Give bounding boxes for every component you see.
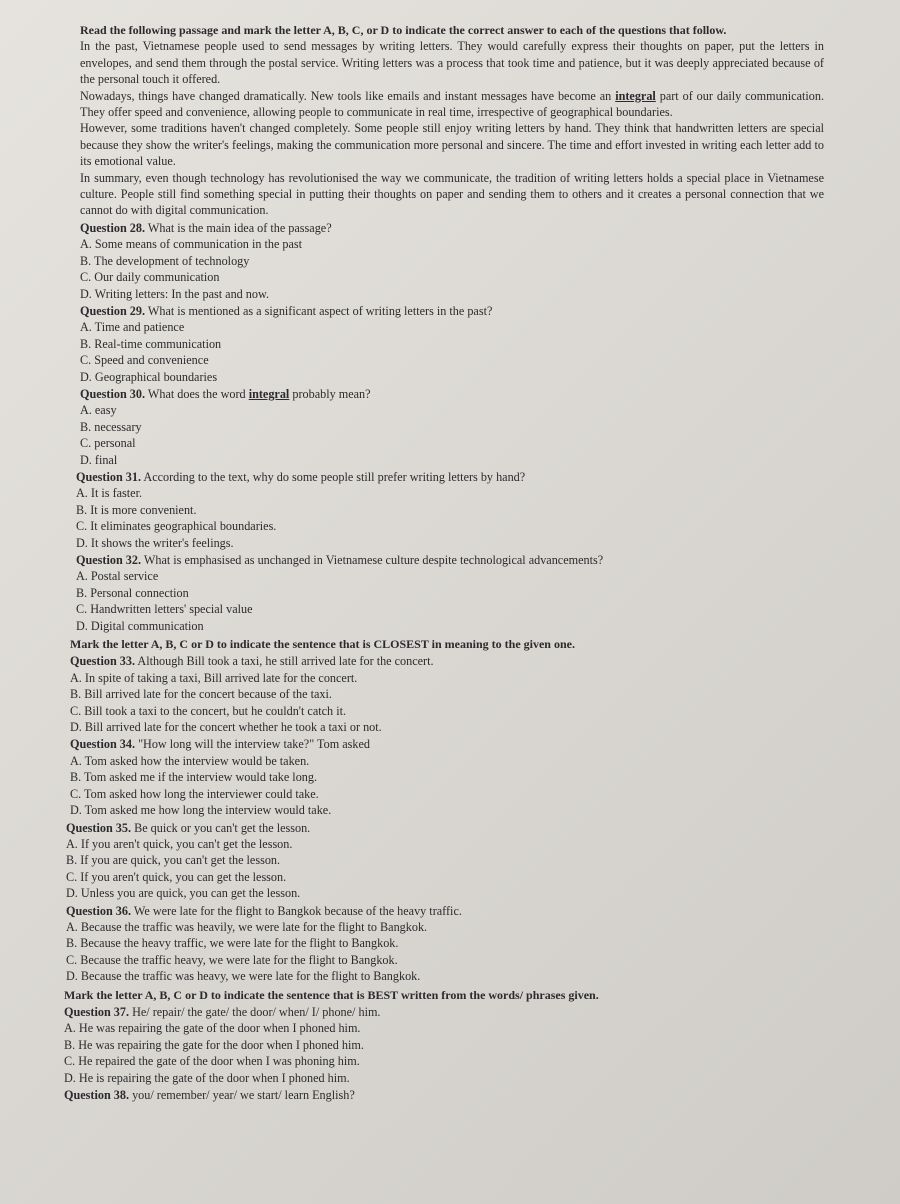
option-c[interactable]: C. Because the traffic heavy, we were late for the flight to Bangkok. xyxy=(66,952,398,967)
option-d[interactable]: D. Unless you are quick, you can get the lesson. xyxy=(66,886,301,901)
question-36 xyxy=(64,903,824,985)
option-a[interactable]: A. Because the traffic was heavily, we were late for the flight to Bangkok. xyxy=(66,919,428,934)
question-text-after: probably mean? xyxy=(289,386,371,401)
question-stem xyxy=(76,552,824,568)
question-number: Question 37. xyxy=(64,1004,130,1019)
option-c[interactable]: C. Handwritten letters' special value xyxy=(76,602,253,617)
question-34 xyxy=(64,736,824,818)
question-stem xyxy=(76,469,824,485)
question-text: Be quick or you can't get the lesson. xyxy=(131,820,311,835)
question-number: Question 28. xyxy=(80,220,146,235)
question-text: "How long will the interview take?" Tom asked xyxy=(135,737,370,752)
question-stem xyxy=(70,736,824,752)
option-c[interactable]: C. personal xyxy=(80,436,136,451)
option-c[interactable]: C. It eliminates geographical boundaries. xyxy=(76,519,277,534)
option-b[interactable]: B. Real-time communication xyxy=(80,336,222,351)
question-text: you/ remember/ year/ we start/ learn English? xyxy=(129,1088,355,1102)
option-a[interactable]: A. Postal service xyxy=(76,569,159,584)
passage-integral-word: integral xyxy=(615,88,656,103)
question-33 xyxy=(64,653,824,735)
option-b[interactable]: B. Because the heavy traffic, we were late for the flight to Bangkok. xyxy=(66,936,399,951)
option-a[interactable]: A. It is faster. xyxy=(76,486,143,501)
question-30 xyxy=(64,386,824,468)
option-c[interactable]: C. If you aren't quick, you can get the lesson. xyxy=(66,869,287,884)
question-text: According to the text, why do some people still prefer writing letters by hand? xyxy=(141,469,526,484)
question-number: Question 35. xyxy=(66,820,132,835)
question-28 xyxy=(64,220,824,302)
question-32 xyxy=(64,552,824,634)
question-stem xyxy=(64,1004,824,1020)
option-d[interactable]: D. It shows the writer's feelings. xyxy=(76,535,234,550)
option-a[interactable]: A. Some means of communication in the past xyxy=(80,237,303,252)
question-29 xyxy=(64,303,824,385)
option-d[interactable]: D. final xyxy=(80,452,118,467)
exam-content xyxy=(64,20,824,1103)
question-stem xyxy=(66,903,824,919)
option-b[interactable]: B. It is more convenient. xyxy=(76,502,197,517)
question-38 xyxy=(64,1087,824,1103)
option-b[interactable]: B. Personal connection xyxy=(76,585,189,600)
question-number: Question 34. xyxy=(70,737,136,752)
question-number: Question 38. xyxy=(64,1088,130,1102)
option-b[interactable]: B. The development of technology xyxy=(80,253,250,268)
question-text-before: What does the word xyxy=(145,386,249,401)
passage-paragraph-2 xyxy=(80,88,824,121)
option-c[interactable]: C. Bill took a taxi to the concert, but he couldn't catch it. xyxy=(70,703,347,718)
question-stem xyxy=(64,1087,824,1103)
question-37 xyxy=(64,1004,824,1086)
question-text: What is the main idea of the passage? xyxy=(145,220,332,235)
question-35 xyxy=(64,820,824,902)
question-number: Question 33. xyxy=(70,654,136,669)
passage-paragraph-3: However, some traditions haven't changed completely. Some people still enjoy writing letters by hand. They think that handwritten letters are special because they show the writer's feelings, making the communication more personal and sincere. The time and effort invested in writing each letter add to its emotional value. xyxy=(80,121,824,169)
question-stem xyxy=(66,820,824,836)
option-d[interactable]: D. Bill arrived late for the concert whether he took a taxi or not. xyxy=(70,720,382,735)
question-stem xyxy=(80,303,824,319)
option-a[interactable]: A. Tom asked how the interview would be taken. xyxy=(70,753,310,768)
option-a[interactable]: A. If you aren't quick, you can't get the lesson. xyxy=(66,836,293,851)
question-stem xyxy=(80,386,824,402)
option-b[interactable]: B. Bill arrived late for the concert because of the taxi. xyxy=(70,687,332,702)
option-b[interactable]: B. Tom asked me if the interview would take long. xyxy=(70,770,318,785)
option-d[interactable]: D. Because the traffic was heavy, we were late for the flight to Bangkok. xyxy=(66,969,421,984)
question-text: What is mentioned as a significant aspect of writing letters in the past? xyxy=(145,303,493,318)
option-d[interactable]: D. Writing letters: In the past and now. xyxy=(80,286,270,301)
question-text: We were late for the flight to Bangkok because of the heavy traffic. xyxy=(131,903,462,918)
passage-p2-after: part of our daily communication. They offer speed and convenience, allowing people to communicate in real time, irrespective of geographical boundaries. xyxy=(80,88,825,120)
closest-instruction: Mark the letter A, B, C or D to indicate the sentence that is CLOSEST in meaning to the given one. xyxy=(70,637,575,652)
passage-p2-before: Nowadays, things have changed dramatically. New tools like emails and instant messages have become an xyxy=(80,88,616,103)
option-b[interactable]: B. He was repairing the gate for the door when I phoned him. xyxy=(64,1037,364,1052)
question-number: Question 36. xyxy=(66,903,132,918)
question-number: Question 32. xyxy=(76,553,142,567)
option-d[interactable]: D. Digital communication xyxy=(76,618,204,633)
question-number: Question 30. xyxy=(80,386,146,401)
question-number: Question 31. xyxy=(76,469,142,484)
question-31 xyxy=(64,469,824,551)
option-b[interactable]: B. necessary xyxy=(80,419,142,434)
option-b[interactable]: B. If you are quick, you can't get the lesson. xyxy=(66,853,281,868)
best-written-instruction: Mark the letter A, B, C or D to indicate the sentence that is BEST written from the words/ phrases given. xyxy=(64,987,599,1002)
question-number: Question 29. xyxy=(80,303,146,318)
option-d[interactable]: D. Geographical boundaries xyxy=(80,369,218,384)
question-stem xyxy=(70,653,824,669)
passage-paragraph-4: In summary, even though technology has revolutionised the way we communicate, the tradition of writing letters holds a special place in Vietnamese culture. People still find something special in putting their thoughts on paper and sending them to others and it creates a personal connection that we cannot do with digital communication. xyxy=(80,170,824,218)
question-text: Although Bill took a taxi, he still arrived late for the concert. xyxy=(135,654,434,669)
option-c[interactable]: C. Tom asked how long the interviewer could take. xyxy=(70,786,319,801)
question-integral-word: integral xyxy=(248,386,290,401)
question-stem xyxy=(80,220,824,236)
question-text: What is emphasised as unchanged in Vietnamese culture despite technological advancements? xyxy=(141,553,604,567)
option-c[interactable]: C. Speed and convenience xyxy=(80,353,209,368)
reading-passage xyxy=(64,38,824,218)
option-a[interactable]: A. In spite of taking a taxi, Bill arrived late for the concert. xyxy=(70,670,358,685)
option-a[interactable]: A. He was repairing the gate of the door when I phoned him. xyxy=(64,1021,361,1036)
reading-instruction: Read the following passage and mark the letter A, B, C, or D to indicate the correct answer to each of the questions that follow. xyxy=(80,23,727,37)
passage-paragraph-1: In the past, Vietnamese people used to send messages by writing letters. They would carefully express their thoughts on paper, put the letters in envelopes, and send them through the postal service. Writing letters was a process that took time and patience, but it was deeply appreciated because of the personal touch it offered. xyxy=(80,39,824,87)
option-a[interactable]: A. Time and patience xyxy=(80,320,185,335)
option-d[interactable]: D. He is repairing the gate of the door when I phoned him. xyxy=(64,1070,350,1085)
option-c[interactable]: C. Our daily communication xyxy=(80,270,220,285)
question-text: He/ repair/ the gate/ the door/ when/ I/ phone/ him. xyxy=(129,1004,381,1019)
option-a[interactable]: A. easy xyxy=(80,403,117,418)
option-d[interactable]: D. Tom asked me how long the interview would take. xyxy=(70,803,332,818)
option-c[interactable]: C. He repaired the gate of the door when I was phoning him. xyxy=(64,1054,360,1069)
